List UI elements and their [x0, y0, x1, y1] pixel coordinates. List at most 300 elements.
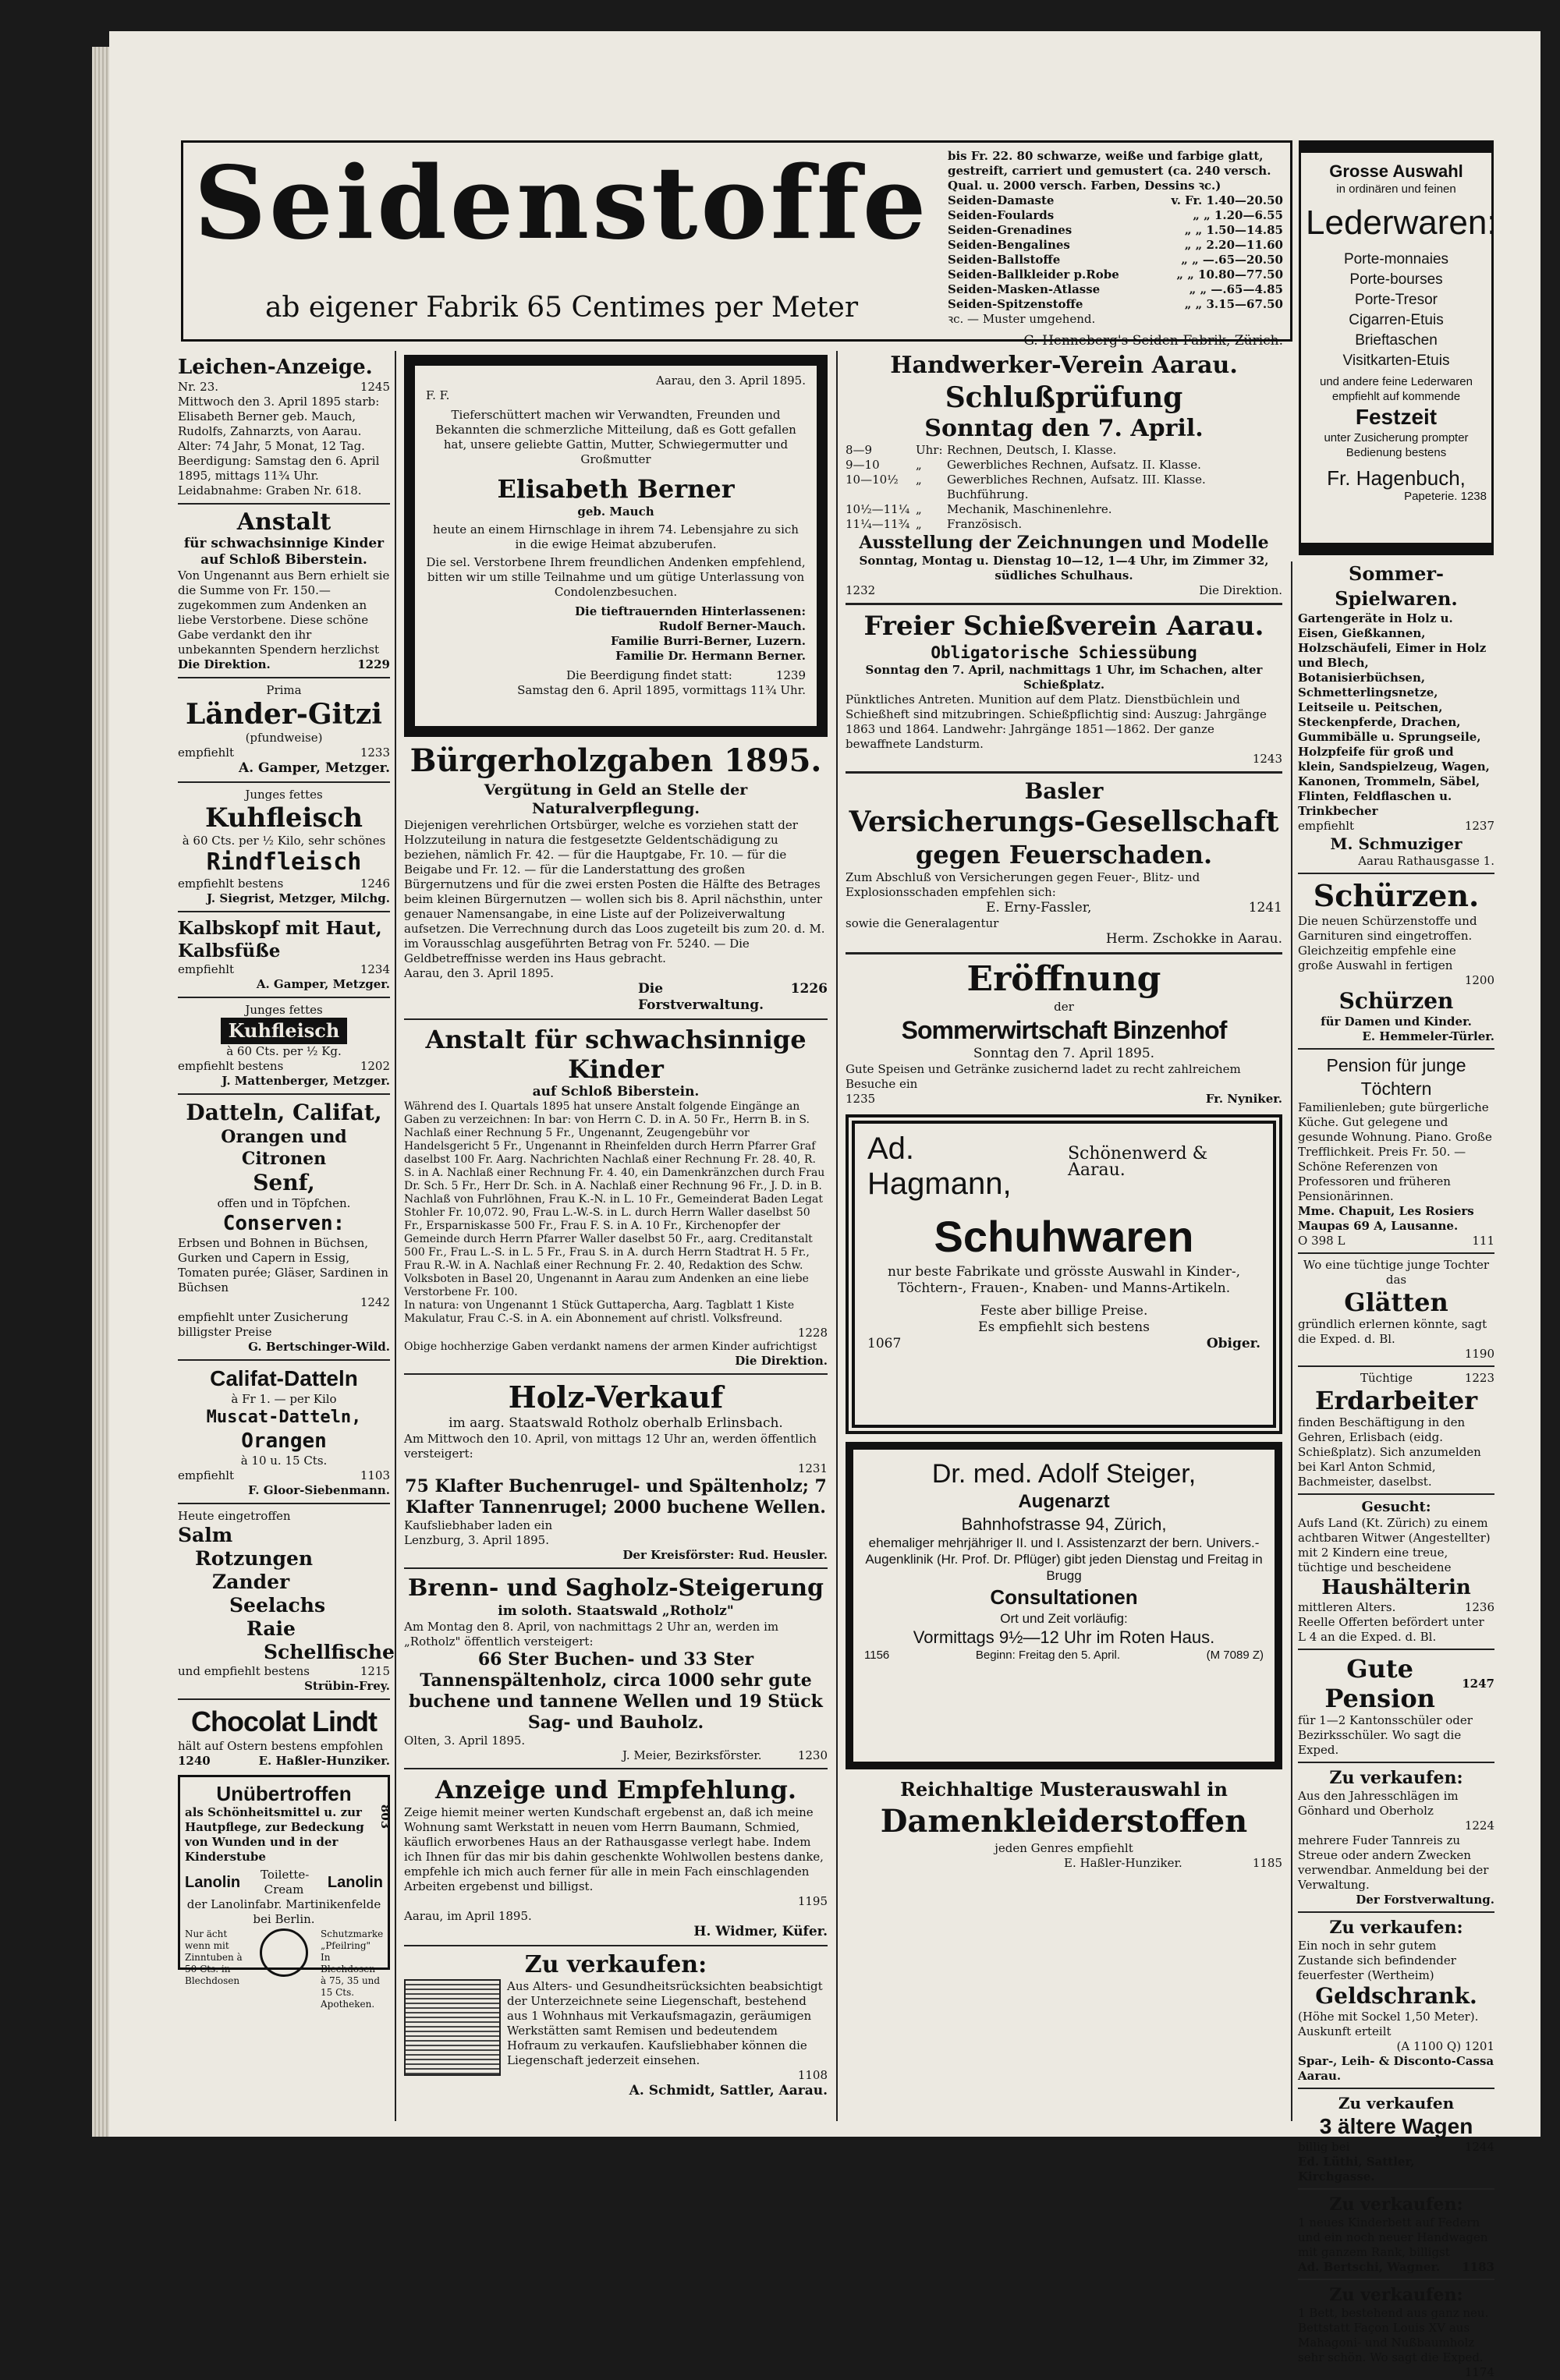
sale-5-text: 1 Bett, bestehend aus ganz neu. Bettstatt Façon Louis XV aus Mahagoni- und Nußbaumholz sehr schön. Wo sagt die Exped.: [1298, 2306, 1489, 2364]
wanted-title: Gesucht:: [1361, 1499, 1431, 1515]
leather-sub: in ordinären und feinen: [1336, 182, 1456, 196]
shooting-title: Freier Schießverein Aarau.: [863, 611, 1264, 642]
opening-text: Gute Speisen und Getränke zusichernd ladet zu recht zahlreichem Besuche ein: [846, 1062, 1241, 1091]
exam-d: Gewerbliches Rechnen, Aufsatz. III. Klasse. Buchführung.: [947, 473, 1206, 501]
death-signer: Familie Dr. Hermann Berner.: [615, 649, 806, 663]
exam-t: 10—10½: [846, 473, 899, 487]
insurance-agent-2: Herm. Zschokke in Aarau.: [1105, 931, 1282, 947]
craft-sub: Schlußprüfung: [945, 381, 1183, 414]
gitzi-emp: empfiehlt: [178, 746, 235, 760]
califat-price: à Fr 1. — per Kilo: [231, 1392, 337, 1406]
insurance-text: Zum Abschluß von Versicherungen gegen Feuer-, Blitz- und Explosionsschaden empfehlen sich:: [846, 870, 1200, 899]
chocolate-code: 1240: [178, 1754, 211, 1768]
sale-1-sign: Der Forstverwaltung.: [1356, 1893, 1494, 1907]
aprons-sub: Schürzen: [1338, 988, 1454, 1014]
chocolate-sign: E. Haßler-Hunziker.: [258, 1754, 390, 1768]
fish-emp: und empfiehlt bestens: [178, 1664, 310, 1678]
silk-price-item: Seiden-Foulards: [948, 208, 1055, 222]
housekeeper-title: Haushälterin: [1321, 1576, 1471, 1599]
sale-1-title: Zu verkaufen:: [1329, 1768, 1463, 1788]
death-text-3: Die sel. Verstorbene Ihrem freundlichen Andenken empfehlend, bitten wir um stille Teilnahme und um gütige Unterlassung von Condolenzbesuchen.: [426, 555, 806, 599]
death-ff: F. F.: [426, 388, 450, 402]
chocolate-text: hält auf Ostern bestens empfohlen: [178, 1739, 384, 1753]
death-burial-code: 1239: [775, 668, 806, 682]
institution-text-3: Obige hochherzige Gaben verdankt namens der armen Kinder aufrichtigst: [404, 1341, 817, 1353]
rind-sign: J. Siegrist, Metzger, Milchg.: [207, 891, 390, 905]
death-burial-date: Samstag den 6. April 1895, vormittags 11¾ Uhr.: [517, 683, 806, 697]
ironing-code: 1190: [1464, 1347, 1494, 1361]
kuh2-pre: Junges fettes: [245, 1003, 323, 1017]
silk-price-row: [948, 297, 1283, 312]
rind-title: Rindfleisch: [206, 848, 362, 876]
kalb-emp: empfiehlt: [178, 962, 235, 976]
insurance-text-2: sowie die Generalagentur: [846, 916, 999, 930]
exam-u: „: [916, 473, 922, 487]
silk-title: Seidenstoffe: [193, 145, 930, 262]
fish-sign: Strübin-Frey.: [304, 1679, 390, 1693]
lanolin-brand-1: Lanolin: [185, 1873, 241, 1891]
exam-u: „: [916, 458, 922, 472]
death-signers: [426, 619, 806, 664]
insurance-pre: Basler: [1024, 778, 1104, 804]
opening-code: 1235: [846, 1092, 876, 1106]
divider: [178, 1698, 390, 1700]
silk-intro: bis Fr. 22. 80 schwarze, weiße und farbige glatt, gestreift, carriert und gemustert (ca. 240 versch. Qual. u. 2000 versch. Farben, Dessins ꝛc.): [948, 149, 1271, 193]
housekeeper-text: mittleren Alters.: [1298, 1600, 1396, 1614]
silk-price-range: „ „ 1.50—14.85: [1184, 223, 1283, 237]
doctor-time: Vormittags 9½—12 Uhr im Roten Haus.: [913, 1627, 1215, 1647]
pattern-text: jeden Genres empfiehlt: [994, 1841, 1133, 1855]
pension-title: Pension für junge Töchtern: [1326, 1055, 1466, 1099]
kalb-title: Kalbskopf mit Haut, Kalbsfüße: [178, 918, 382, 962]
wood-text: Diejenigen verehrlichen Ortsbürger, welche es vorziehen statt der Holzzuteilung in natura die festgesetzte Geldentschädigung zu beziehen, nämlich Fr. 42. — für die Hauptgabe, Fr. 10. — für die Beigabe und Fr. 12. — für die Landerstattung des großen Bürgernutzens und für die zwei ersten Posten die Hälfte des Betrages beim kleinen Bürgernutzen — wollen sich bis 8. April nächsthin, unter genauer Namensangabe, in eine Liste auf der Polizeiverwaltung aufsetzen. Die Verrechnung durch das Loos zugeteilt bis zum 20. d. M. im Vorausschlag ausgeführten Betrag von Fr. 5240. — Die Geldbetreffnisse werden ins Haus gebracht.: [404, 818, 825, 965]
fish-head: Heute eingetroffen: [178, 1509, 291, 1523]
toys-sign: M. Schmuziger: [1330, 834, 1462, 853]
exam-row: [846, 473, 1282, 502]
aprons-title: Schürzen.: [1313, 878, 1480, 913]
leather-text1: und andere feine Lederwaren empfiehlt auf kommende: [1320, 375, 1473, 403]
craft-sign: Die Direktion.: [1199, 583, 1282, 597]
doctor-name: Dr. med. Adolf Steiger,: [931, 1459, 1197, 1489]
leather-festzeit: Festzeit: [1355, 405, 1438, 429]
doctor-consult: Consultationen: [990, 1585, 1138, 1609]
auction-date: Olten, 3. April 1895.: [404, 1734, 526, 1748]
silk-price-row: [948, 208, 1283, 223]
doctor-begin: Beginn: Freitag den 5. April.: [975, 1649, 1121, 1662]
fish-code: 1215: [360, 1664, 390, 1678]
doctor-place: Ort und Zeit vorläufig:: [1000, 1611, 1128, 1626]
anstalt-sub: für schwachsinnige Kinder auf Schloß Biberstein.: [183, 536, 385, 568]
divider: [1298, 1911, 1494, 1913]
institution-text-2: In natura: von Ungenannt 1 Stück Guttapercha, Aarg. Tagblatt 1 Kiste Makulatur, Frau C.-S. in A. ein Abonnement auf christl. Volksfreund.: [404, 1299, 795, 1325]
good-pension-title: Gute Pension: [1324, 1654, 1435, 1713]
orangen-sign: F. Gloor-Siebenmann.: [248, 1483, 390, 1497]
leather-head: Grosse Auswahl: [1329, 161, 1463, 181]
leather-item: Porte-bourses: [1349, 271, 1443, 288]
craft-date: Sonntag den 7. April.: [924, 415, 1204, 442]
exam-d: Rechnen, Deutsch, I. Klasse.: [947, 443, 1117, 457]
craft-code: 1232: [846, 583, 876, 597]
silk-price-row: [948, 238, 1283, 253]
safe-code: (A 1100 Q) 1201: [1396, 2039, 1494, 2053]
divider: [404, 1768, 828, 1769]
good-pension-text: für 1—2 Kantonsschüler oder Bezirksschüler. Wo sagt die Exped.: [1298, 1713, 1473, 1757]
gitzi-code: 1233: [360, 746, 390, 760]
divider: [1298, 1048, 1494, 1050]
shooting-text: Pünktliches Antreten. Munition auf dem Platz. Dienstbüchlein und Schießheft sind mitzubringen. Schießpflichtig sind: Auszug: Jahrgänge 1863 und 1864. Landwehr: Jahrgänge 1851—1862. Der ganze bewaffnete Landsturm.: [846, 692, 1267, 751]
exam-t: 10½—11¼: [846, 502, 910, 516]
divider: [846, 603, 1282, 605]
death-text: Tieferschüttert machen wir Verwandten, Freunden und Bekannten die schmerzliche Mitteilung, daß es Gott gefallen hat, unsere geliebte Gattin, Mutter, Schwiegermutter und Großmutter: [435, 408, 796, 466]
doctor-ad: [846, 1442, 1282, 1769]
safe-sign: Spar-, Leih- & Disconto-Cassa Aarau.: [1298, 2054, 1494, 2083]
timber-sale-code: 1231: [797, 1461, 828, 1475]
timber-sale-sign: Der Kreisförster: Rud. Heusler.: [622, 1548, 828, 1562]
housekeeper-code: 1236: [1464, 1600, 1494, 1614]
timber-sale-date: Lenzburg, 3. April 1895.: [404, 1533, 549, 1547]
rind-emp: empfiehlt bestens: [178, 877, 284, 891]
divider: [404, 1018, 828, 1020]
death-signer: Rudolf Berner-Mauch.: [658, 619, 806, 633]
silk-price-range: „ „ 10.80—77.50: [1176, 267, 1283, 282]
wanted-text: Aufs Land (Kt. Zürich) zu einem achtbaren Witwer (Angestellter) mit 2 Kindern eine treue, tüchtige und bescheidene: [1298, 1516, 1491, 1574]
pension-address: Mme. Chapuit, Les Rosiers Maupas 69 A, Lausanne.: [1298, 1204, 1474, 1233]
divider: [1298, 873, 1494, 874]
opening-sub: Sommerwirtschaft Binzenhof: [901, 1016, 1227, 1044]
divider: [1298, 2188, 1494, 2190]
timber-sale-items: 75 Klafter Buchenrugel- und Spältenholz; 7 Klafter Tannenrugel; 2000 buchene Wellen.: [405, 1476, 827, 1518]
doctor-ref: (M 7089 Z): [1206, 1649, 1264, 1662]
divider: [178, 1093, 390, 1095]
safe-title: Geldschrank.: [1315, 1983, 1477, 2009]
institution-code: 1228: [797, 1326, 828, 1340]
toys-emp: empfiehlt: [1298, 819, 1355, 833]
fish-item: Zander: [212, 1571, 290, 1593]
califat-title: Califat-Datteln: [210, 1366, 358, 1390]
divider: [178, 1503, 390, 1504]
muscat-title: Muscat-Datteln,: [206, 1408, 362, 1427]
divider: [178, 781, 390, 783]
wood-date: Aarau, den 3. April 1895.: [404, 966, 554, 980]
leather-name: Fr. Hagenbuch,: [1327, 466, 1466, 490]
exam-row: [846, 517, 1282, 532]
notice-date: Aarau, im April 1895.: [404, 1909, 532, 1923]
aprons-code: 1200: [1464, 973, 1494, 987]
leather-text2: unter Zusicherung prompter Bedienung bestens: [1324, 431, 1469, 459]
kuh2-price: à 60 Cts. per ½ Kg.: [226, 1044, 342, 1058]
conserven-text: Erbsen und Bohnen in Büchsen, Gurken und Capern in Essig, Tomaten purée; Gläser, Sardinen in Büchsen: [178, 1236, 388, 1294]
fish-item: Schellfische: [264, 1641, 395, 1663]
timber-sale-title: Holz-Verkauf: [508, 1379, 724, 1415]
silk-price-panel: [948, 149, 1283, 349]
sale-4-code: 1183: [1462, 2260, 1494, 2274]
ironing-pre: Wo eine tüchtige junge Tochter das: [1303, 1258, 1490, 1287]
silk-price-range: „ „ 1.20—6.55: [1193, 208, 1283, 222]
shooting-sub: Obligatorische Schiessübung: [931, 643, 1197, 662]
ironing-title: Glätten: [1344, 1287, 1448, 1317]
gitzi-pre: Prima: [266, 683, 302, 697]
auction-items: 66 Ster Buchen- und 33 Ster Tannenspältenholz, circa 1000 sehr gute buchene und tannene Wellen und 19 Stück Sag- und Bauholz.: [409, 1649, 823, 1733]
divider: [178, 997, 390, 998]
doctor-address: Bahnhofstrasse 94, Zürich,: [961, 1514, 1167, 1534]
silk-price-row: [948, 253, 1283, 267]
gitzi-title: Länder-Gitzi: [186, 698, 382, 731]
insurance-sub: gegen Feuerschaden.: [915, 840, 1213, 869]
exam-u: Uhr:: [916, 443, 943, 457]
toys-code: 1237: [1464, 819, 1494, 833]
exam-d: Mechanik, Maschinenlehre.: [947, 502, 1112, 516]
silk-ad-banner: [181, 140, 1292, 349]
timber-sale-text: Am Mittwoch den 10. April, von mittags 12 Uhr an, werden öffentlich versteigert:: [404, 1432, 817, 1461]
exam-row: [846, 458, 1282, 473]
divider: [178, 1359, 390, 1361]
death-sign-head: Die tieftrauernden Hinterlassenen:: [575, 604, 806, 618]
toys-title: Sommer-Spielwaren.: [1335, 562, 1458, 610]
sale-4-title: Zu verkaufen:: [1329, 2194, 1463, 2215]
housekeeper-text-2: Reelle Offerten befördert unter L 4 an die Exped. d. Bl.: [1298, 1615, 1484, 1644]
column-rule-2: [836, 351, 838, 2121]
leather-item: Porte-Tresor: [1355, 292, 1438, 308]
timber-sale-text-2: Kaufsliebhaber laden ein: [404, 1518, 553, 1532]
exam-schedule: [846, 443, 1282, 532]
silk-price-item: Seiden-Spitzenstoffe: [948, 297, 1083, 311]
shoe-title: Schuhwaren: [934, 1212, 1194, 1261]
kuh2-code: 1202: [360, 1059, 390, 1073]
conserven-sign: G. Bertschinger-Wild.: [248, 1340, 390, 1354]
toys-address: Aarau Rathausgasse 1.: [1358, 854, 1494, 868]
exam-row: [846, 502, 1282, 517]
silk-price-row: [948, 223, 1283, 238]
anstalt-title: Anstalt: [236, 508, 332, 536]
institution-sub: auf Schloß Biberstein.: [532, 1084, 700, 1100]
institution-title: Anstalt für schwachsinnige Kinder: [425, 1025, 807, 1084]
divider: [1298, 1762, 1494, 1763]
pattern-sub: Damenkleiderstoffen: [880, 1803, 1248, 1840]
pension-code: 111: [1472, 1234, 1494, 1248]
death-notice: [404, 355, 828, 737]
funeral-code: 1245: [360, 380, 390, 394]
leather-items: [1306, 250, 1487, 371]
leather-item: Cigarren-Etuis: [1349, 312, 1444, 328]
pattern-title: Reichhaltige Musterauswahl in: [900, 1778, 1228, 1801]
silk-price-item: Seiden-Ballstoffe: [948, 253, 1061, 267]
aprons-sub-2: für Damen und Kinder.: [1321, 1015, 1472, 1029]
pattern-code: 1185: [1252, 1856, 1282, 1870]
silk-price-item: Seiden-Masken-Atlasse: [948, 282, 1101, 296]
ironing-text: gründlich erlernen könnte, sagt die Exped. d. Bl.: [1298, 1317, 1487, 1346]
orangen-emp: empfiehlt: [178, 1468, 235, 1482]
opening-date: Sonntag den 7. April 1895.: [973, 1046, 1155, 1061]
shooting-code: 1243: [1252, 752, 1282, 766]
leather-title: Lederwaren:: [1306, 204, 1497, 242]
notice-title: Anzeige und Empfehlung.: [435, 1775, 796, 1804]
kuh2-sign: J. Mattenberger, Metzger.: [222, 1074, 390, 1088]
datteln-sub: Orangen und Citronen: [221, 1127, 347, 1169]
craft-exhibit-text: Sonntag, Montag u. Dienstag 10—12, 1—4 Uhr, im Zimmer 32, südliches Schulhaus.: [859, 554, 1269, 583]
silk-price-range: v. Fr. 1.40—20.50: [1171, 193, 1283, 207]
divider: [1298, 1365, 1494, 1367]
insurance-code: 1241: [1248, 900, 1282, 916]
anstalt-code: 1229: [357, 657, 390, 671]
funeral-no: Nr. 23.: [178, 380, 219, 394]
column-rule-1: [395, 351, 396, 2121]
aprons-sign: E. Hemmeler-Türler.: [1362, 1029, 1494, 1043]
shoe-ad: [846, 1114, 1282, 1434]
kuh2-emp: empfiehlt bestens: [178, 1059, 284, 1073]
silk-price-item: Seiden-Grenadines: [948, 223, 1072, 237]
kuh-price: à 60 Cts. per ½ Kilo, sehr schönes: [182, 834, 386, 848]
wagons-title: 3 ältere Wagen: [1319, 2114, 1473, 2138]
conserven-title: Conserven:: [222, 1212, 346, 1235]
institution-text: Während des I. Quartals 1895 hat unsere Anstalt folgende Eingänge an Gaben zu verzeichnen: In bar: von Herrn C. D. in A. 50 Fr., Herrn B. in S. Nachlaß einer Rechnung 5 Fr., Ungenannt, Zeugengebühr vor Handelsgericht 5 Fr., Ungenannt in Rheinfelden durch Herrn Pfarrer Graf daselbst 100 Fr. Aarg. Nachrichten Nachlaß einer Rechnung Fr. 28. 40, R. S. in A. Nachlaß einer Rechnung Fr. 4. 40, ein Damenkränzchen durch Frau Dr. Sch. 5 Fr., Herr Dr. Sch. in A. Nachlaß einer Rechnung 96 Fr., J. D. in B. Nachlaß von Fuhrlöhnen, Frau K.-N. in L. 10 Fr., Gemeinderat Baden Legat Stohler Fr. 10,072. 90, Frau L.-W.-S. in L. durch Herrn Waller daselbst 50 Fr., Ersparniskasse 500 Fr., Frau F. S. in A. 10 Fr., Kirchenopfer der Gemeinde durch Herrn Pfarrer Waller daselbst 50 Fr., aarg. Creditanstalt 500 Fr., Frau L.-S. in L. 5 Fr., Frau S. in A. durch Herrn Stadtrat H. 5 Fr., Frau R.-W. in A. Nachlaß einer Rechnung Fr. 2. 40, Redaktion des Schw. Volksboten in Basel 20, Ungenannt in Aarau zum Andenken an eine liebe Verstorbene Fr. 100.: [404, 1100, 825, 1298]
lanolin-left: Nur ächt wenn mit Zinntuben à 50 Cts. in Blechdosen: [185, 1928, 243, 1986]
exam-d: Französisch.: [947, 517, 1023, 531]
senf-title: Senf,: [253, 1170, 315, 1195]
sale-code: 1108: [797, 2068, 828, 2082]
exam-d: Gewerbliches Rechnen, Aufsatz. II. Klasse.: [947, 458, 1201, 472]
opening-der: der: [1054, 1000, 1074, 1014]
conserven-code: 1242: [360, 1295, 390, 1309]
silk-price-row: [948, 267, 1283, 282]
sale-4-sign: Ad. Bertschi, Wagner.: [1298, 2260, 1441, 2274]
workers-title: Erdarbeiter: [1314, 1386, 1478, 1415]
doctor-title: Augenarzt: [1018, 1491, 1110, 1512]
silk-price-range: „ „ 2.20—11.60: [1184, 238, 1283, 252]
chocolate-title: Chocolat Lindt: [191, 1705, 377, 1737]
sale-text: Aus Alters- und Gesundheitsrücksichten beabsichtigt der Unterzeichnete seine Liegenschaft, bestehend aus 1 Wohnhaus mit Verkaufsmagazin, geräumigen Werkstätten samt Remisen und bedeutendem Hofraum zu verkaufen. Kaufsliebhaber können die Liegenschaft jederzeit einsehen.: [507, 1979, 823, 2067]
shoe-text-2: Feste aber billige Preise.: [980, 1303, 1148, 1319]
death-geb: geb. Mauch: [577, 505, 654, 519]
exam-t: 9—10: [846, 458, 880, 472]
lanolin-side-code: 803: [378, 1804, 393, 1829]
auction-text: Am Montag den 8. April, von nachmittags 2 Uhr an, werden im „Rotholz" öffentlich versteigert:: [404, 1620, 779, 1649]
divider: [404, 1945, 828, 1946]
divider: [178, 503, 390, 505]
pattern-sign: E. Haßler-Hunziker.: [1064, 1856, 1182, 1870]
sale-1-text-2: mehrere Fuder Tannreis zu Streue oder andern Zwecken verwendbar. Anmeldung bei der Verwaltung.: [1298, 1833, 1489, 1892]
wagons-code: 1244: [1464, 2140, 1494, 2154]
divider: [846, 771, 1282, 774]
lanolin-brand-3: Lanolin: [327, 1873, 383, 1891]
craft-title: Handwerker-Verein Aarau.: [890, 352, 1238, 379]
silk-price-range: „ „ —.65—20.50: [1181, 253, 1283, 267]
silk-price-item: Seiden-Damaste: [948, 193, 1055, 207]
opening-title: Eröffnung: [966, 959, 1161, 999]
kuh-title: Kuhfleisch: [204, 802, 363, 834]
silk-price-item: Seiden-Ballkleider p.Robe: [948, 267, 1119, 282]
wood-title: Bürgerholzgaben 1895.: [410, 742, 822, 779]
silk-note: ꝛc. — Muster umgehend.: [948, 312, 1096, 326]
kalb-sign: A. Gamper, Metzger.: [256, 977, 390, 991]
opening-sign: Fr. Nyniker.: [1205, 1092, 1282, 1106]
fish-item: Seelachs: [229, 1594, 326, 1617]
insurance-agent-1: E. Erny-Fassler,: [986, 900, 1092, 916]
kuh2-title: Kuhfleisch: [221, 1018, 348, 1044]
workers-text: finden Beschäftigung in den Gehren, Erlisbach (eidg. Schießplatz). Sich anzumelden bei Karl Anton Schmid, Bachmeister, daselbst.: [1298, 1415, 1481, 1489]
lanolin-title: Unübertroffen: [216, 1782, 352, 1805]
insurance-title: Versicherungs-Gesellschaft: [849, 806, 1279, 838]
rind-code: 1246: [360, 877, 390, 891]
sale-sign: A. Schmidt, Sattler, Aarau.: [629, 2083, 828, 2098]
column-4: [1295, 561, 1498, 2379]
gitzi-sign: A. Gamper, Metzger.: [239, 760, 390, 776]
death-burial: Die Beerdigung findet statt:: [566, 668, 732, 682]
lanolin-brand-2: Toilette-Cream: [261, 1868, 310, 1897]
aprons-text: Die neuen Schürzenstoffe und Garnituren sind eingetroffen. Gleichzeitig empfehle eine große Auswahl in fertigen: [1298, 914, 1477, 972]
exam-u: „: [916, 517, 922, 531]
lanolin-right: Schutzmarke „Pfeilring" In Blechdosen à 75, 35 und 15 Cts. Apotheken.: [321, 1928, 384, 2010]
notice-text: Zeige hiemit meiner werten Kundschaft ergebenst an, daß ich meine Wohnung samt Werkstatt in neuen vom Herrn Baumann, Schmied, käuflich erworbenes Haus an der Rathausgasse verlegt habe. Indem ich Ihnen für das mir bis dahin geschenkte Wohlwollen bestens danke, empfehle ich mich auch ferner für alle in mein Fach einschlagenden Arbeiten ergebenst und billigst.: [404, 1805, 824, 1893]
exam-t: 11¼—11¾: [846, 517, 910, 531]
workers-pre-code: 1223: [1464, 1371, 1494, 1385]
sale-1-code: 1224: [1464, 1819, 1494, 1833]
silk-price-row: [948, 193, 1283, 208]
leather-item: Visitkarten-Etuis: [1342, 352, 1450, 369]
timber-sale-sub: im aarg. Staatswald Rotholz oberhalb Erlinsbach.: [448, 1415, 783, 1431]
divider: [1298, 2279, 1494, 2280]
shoe-place: Schönenwerd & Aarau.: [1067, 1144, 1208, 1180]
column-1: [178, 355, 395, 2121]
notice-code: 1195: [797, 1894, 828, 1908]
kuh-pre: Junges fettes: [245, 788, 323, 802]
shoe-text-3: Es empfiehlt sich bestens: [978, 1319, 1150, 1335]
divider: [1298, 1493, 1494, 1495]
sale-2-text: Ein noch in sehr gutem Zustande sich befindender feuerfester (Wertheim): [1298, 1939, 1456, 1982]
auction-sign: J. Meier, Bezirksförster.: [622, 1748, 762, 1762]
leather-item: Brieftaschen: [1355, 332, 1438, 349]
exam-t: 8—9: [846, 443, 873, 457]
death-text-2: heute an einem Hirnschlage in ihrem 74. Lebensjahre zu sich in die ewige Heimat abzuberufen.: [433, 522, 799, 551]
kalb-code: 1234: [360, 962, 390, 976]
doctor-code: 1156: [864, 1649, 890, 1662]
wagons-text: billig bei: [1298, 2140, 1350, 2154]
column-2: [399, 355, 832, 2121]
workers-pre: Tüchtige: [1360, 1371, 1413, 1385]
divider: [178, 911, 390, 912]
shoe-name: Ad. Hagmann,: [867, 1132, 1012, 1201]
silk-price-row: [948, 282, 1283, 297]
toys-text: Gartengeräte in Holz u. Eisen, Gießkannen, Holzschäufeli, Eimer in Holz und Blech, Botanisierbüchsen, Schmetterlingsnetze, Leitseile u. Peitschen, Steckenpferde, Drachen, Gummibälle u. Sprungseile, Holzpfeife für groß und klein, Sandspielzeug, Wagen, Kanonen, Trommeln, Säbel, Flinten, Feldflaschen u. Trinkbecher: [1298, 611, 1490, 818]
divider: [178, 677, 390, 678]
sale-4-text: 1 neues Kinderbett auf Federn und ein noch neuer Handwagen mit ganzem Rank, billigst: [1298, 2215, 1488, 2259]
safe-text: (Höhe mit Sockel 1,50 Meter). Auskunft erteilt: [1298, 2010, 1479, 2038]
silk-price-list: [948, 193, 1283, 312]
conserven-emp: empfiehlt unter Zusicherung billigster Preise: [178, 1310, 349, 1339]
divider: [1298, 1252, 1494, 1254]
divider: [1298, 1649, 1494, 1650]
divider: [846, 952, 1282, 954]
leather-ad: [1299, 140, 1497, 555]
column-rule-3: [1291, 561, 1292, 2121]
divider: [1298, 2088, 1494, 2089]
shoe-text: nur beste Fabrikate und grösste Auswahl in Kinder-, Töchtern-, Frauen-, Knaben- und Manns-Artikeln.: [887, 1264, 1241, 1296]
divider: [404, 1373, 828, 1375]
divider: [404, 1567, 828, 1569]
silk-subtitle: ab eigener Fabrik 65 Centimes per Meter: [264, 292, 859, 324]
fish-item: Raie: [246, 1617, 296, 1640]
orangen-code: 1103: [360, 1468, 390, 1482]
house-illustration: [404, 1979, 501, 2076]
lanolin-ad: [178, 1775, 393, 2010]
death-date: Aarau, den 3. April 1895.: [656, 374, 806, 388]
notice-sign: H. Widmer, Küfer.: [693, 1924, 828, 1939]
fish-item: Salm: [178, 1524, 233, 1546]
doctor-text: ehemaliger mehrjähriger II. und I. Assistenzarzt der bern. Univers.-Augenklinik (Hr. Prof. Dr. Pflüger) gibt jeden Dienstag und Freitag in Brugg: [865, 1535, 1263, 1583]
craft-exhibit: Ausstellung der Zeichnungen und Modelle: [859, 533, 1269, 553]
institution-sign: Die Direktion.: [735, 1354, 828, 1368]
sale-1-text: Aus den Jahresschlägen im Gönhard und Oberholz: [1298, 1789, 1459, 1818]
wood-sub: Vergütung in Geld an Stelle der Naturalverpflegung.: [484, 781, 748, 817]
